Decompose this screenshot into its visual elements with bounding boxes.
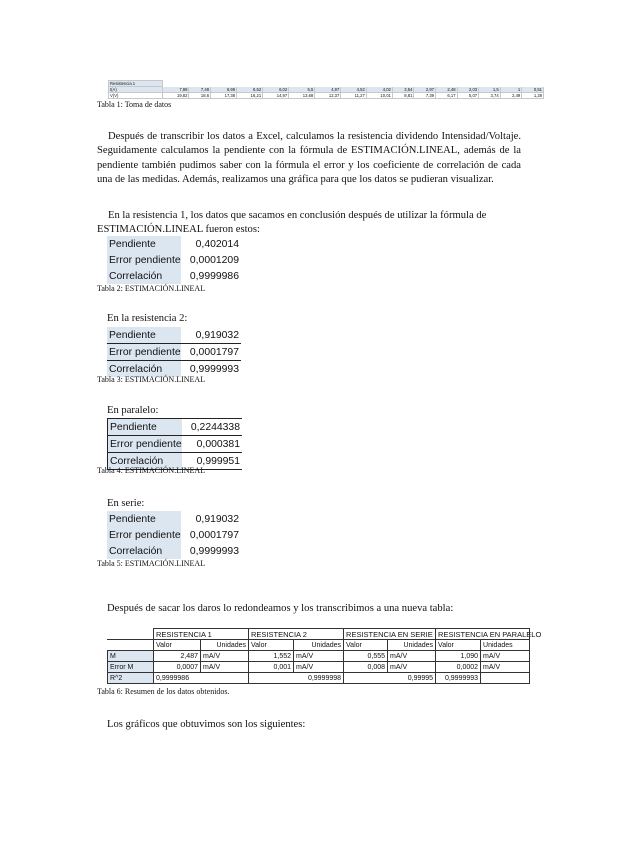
- table-header-row: [108, 629, 530, 640]
- heading-serie: En serie:: [107, 498, 145, 509]
- table6-caption: Tabla 6: Resumen de los datos obtenidos.: [97, 687, 230, 696]
- table-row: Error pendiente 0,0001797: [107, 344, 241, 361]
- data-table-1: [108, 80, 544, 99]
- table-row: V(V) 19,82 18,6 17,38 16,21 14,97 13,68 12,37 11,27 10,01 8,81 7,39 6,17 5,07 3,74 2,49 1,28: [110, 93, 542, 98]
- table-row: R^2 0,9999986 0,9999998 0,99995 0,9999993: [108, 673, 530, 684]
- table3-caption: Tabla 3: ESTIMACIÓN.LINEAL: [97, 375, 206, 384]
- table-row: Correlación 0,999951: [108, 453, 243, 470]
- column-group-header: RESISTENCIA EN PARALELO: [436, 629, 530, 640]
- table1-header-label: Resistencia 1: [109, 81, 163, 87]
- column-group-header: RESISTENCIA 2: [249, 629, 344, 640]
- table-row: Pendiente 0,2244338: [108, 419, 243, 436]
- stats-table-resistencia-2: [107, 327, 241, 377]
- heading-resistencia-2: En la resistencia 2:: [107, 313, 188, 324]
- summary-table: [107, 628, 542, 684]
- table-row: Error pendiente 0,0001797: [107, 527, 241, 543]
- table1-caption: Tabla 1: Toma de datos: [97, 100, 172, 109]
- table2-caption: Tabla 2: ESTIMACIÓN.LINEAL: [97, 284, 206, 293]
- paragraph-intro: Después de transcribir los datos a Excel, calculamos la resistencia dividendo Intensidad/Voltaje. Seguidamente calculamos la pendiente con la fórmula de ESTIMACIÓN.LINEAL, además de la pendiente también pudimos saber con la fórmula el error y los coeficiente de correlación de cada una de las medidas. Además, realizamos una gráfica para que los datos se pudieran visualizar.: [97, 131, 521, 186]
- table4-caption: Tabla 4: ESTIMACIÓN.LINEAL: [97, 466, 206, 475]
- stats-table-paralelo: [107, 418, 242, 470]
- table-row: Pendiente 0,402014: [107, 236, 241, 252]
- heading-paralelo: En paralelo:: [107, 405, 159, 416]
- table-row: Correlación 0,9999993: [107, 543, 241, 559]
- column-group-header: RESISTENCIA EN SERIE: [344, 629, 436, 640]
- table-row: Error pendiente 0,0001209: [107, 252, 241, 268]
- table-row: Error pendiente 0,000381: [108, 436, 243, 453]
- table-row: Pendiente 0,919032: [107, 327, 241, 344]
- paragraph-redondeo: Después de sacar los daros lo redondeamos y los transcribimos a una nueva tabla:: [107, 603, 454, 614]
- stats-table-resistencia-1: [107, 236, 241, 284]
- table5-caption: Tabla 5: ESTIMACIÓN.LINEAL: [97, 559, 206, 568]
- column-group-header: RESISTENCIA 1: [154, 629, 249, 640]
- table-row: Pendiente 0,919032: [107, 511, 241, 527]
- paragraph-graficos: Los gráficos que obtuvimos son los siguientes:: [107, 719, 306, 730]
- paragraph-resistencia-1: En la resistencia 1, los datos que sacamos en conclusión después de utilizar la fórmula de ESTIMACIÓN.LINEAL fueron estos:: [97, 210, 487, 236]
- table-row: Correlación 0,9999993: [107, 361, 241, 378]
- table-row: M 2,487 mA/V 1,552 mA/V 0,555 mA/V 1,090 mA/V: [108, 651, 530, 662]
- table-row: Error M 0,0007 mA/V 0,001 mA/V 0,008 mA/V 0,0002 mA/V: [108, 662, 530, 673]
- stats-table-serie: [107, 511, 241, 559]
- table-subheader-row: Valor Unidades Valor Unidades Valor Unidades Valor Unidades: [108, 640, 530, 651]
- table-row: Correlación 0,9999986: [107, 268, 241, 284]
- table-row: I(A) 7,98 7,48 6,99 6,52 6,02 5,5 4,97 4,52 4,02 3,54 2,97 2,48 2,03 1,5 1 0,51: [110, 87, 542, 92]
